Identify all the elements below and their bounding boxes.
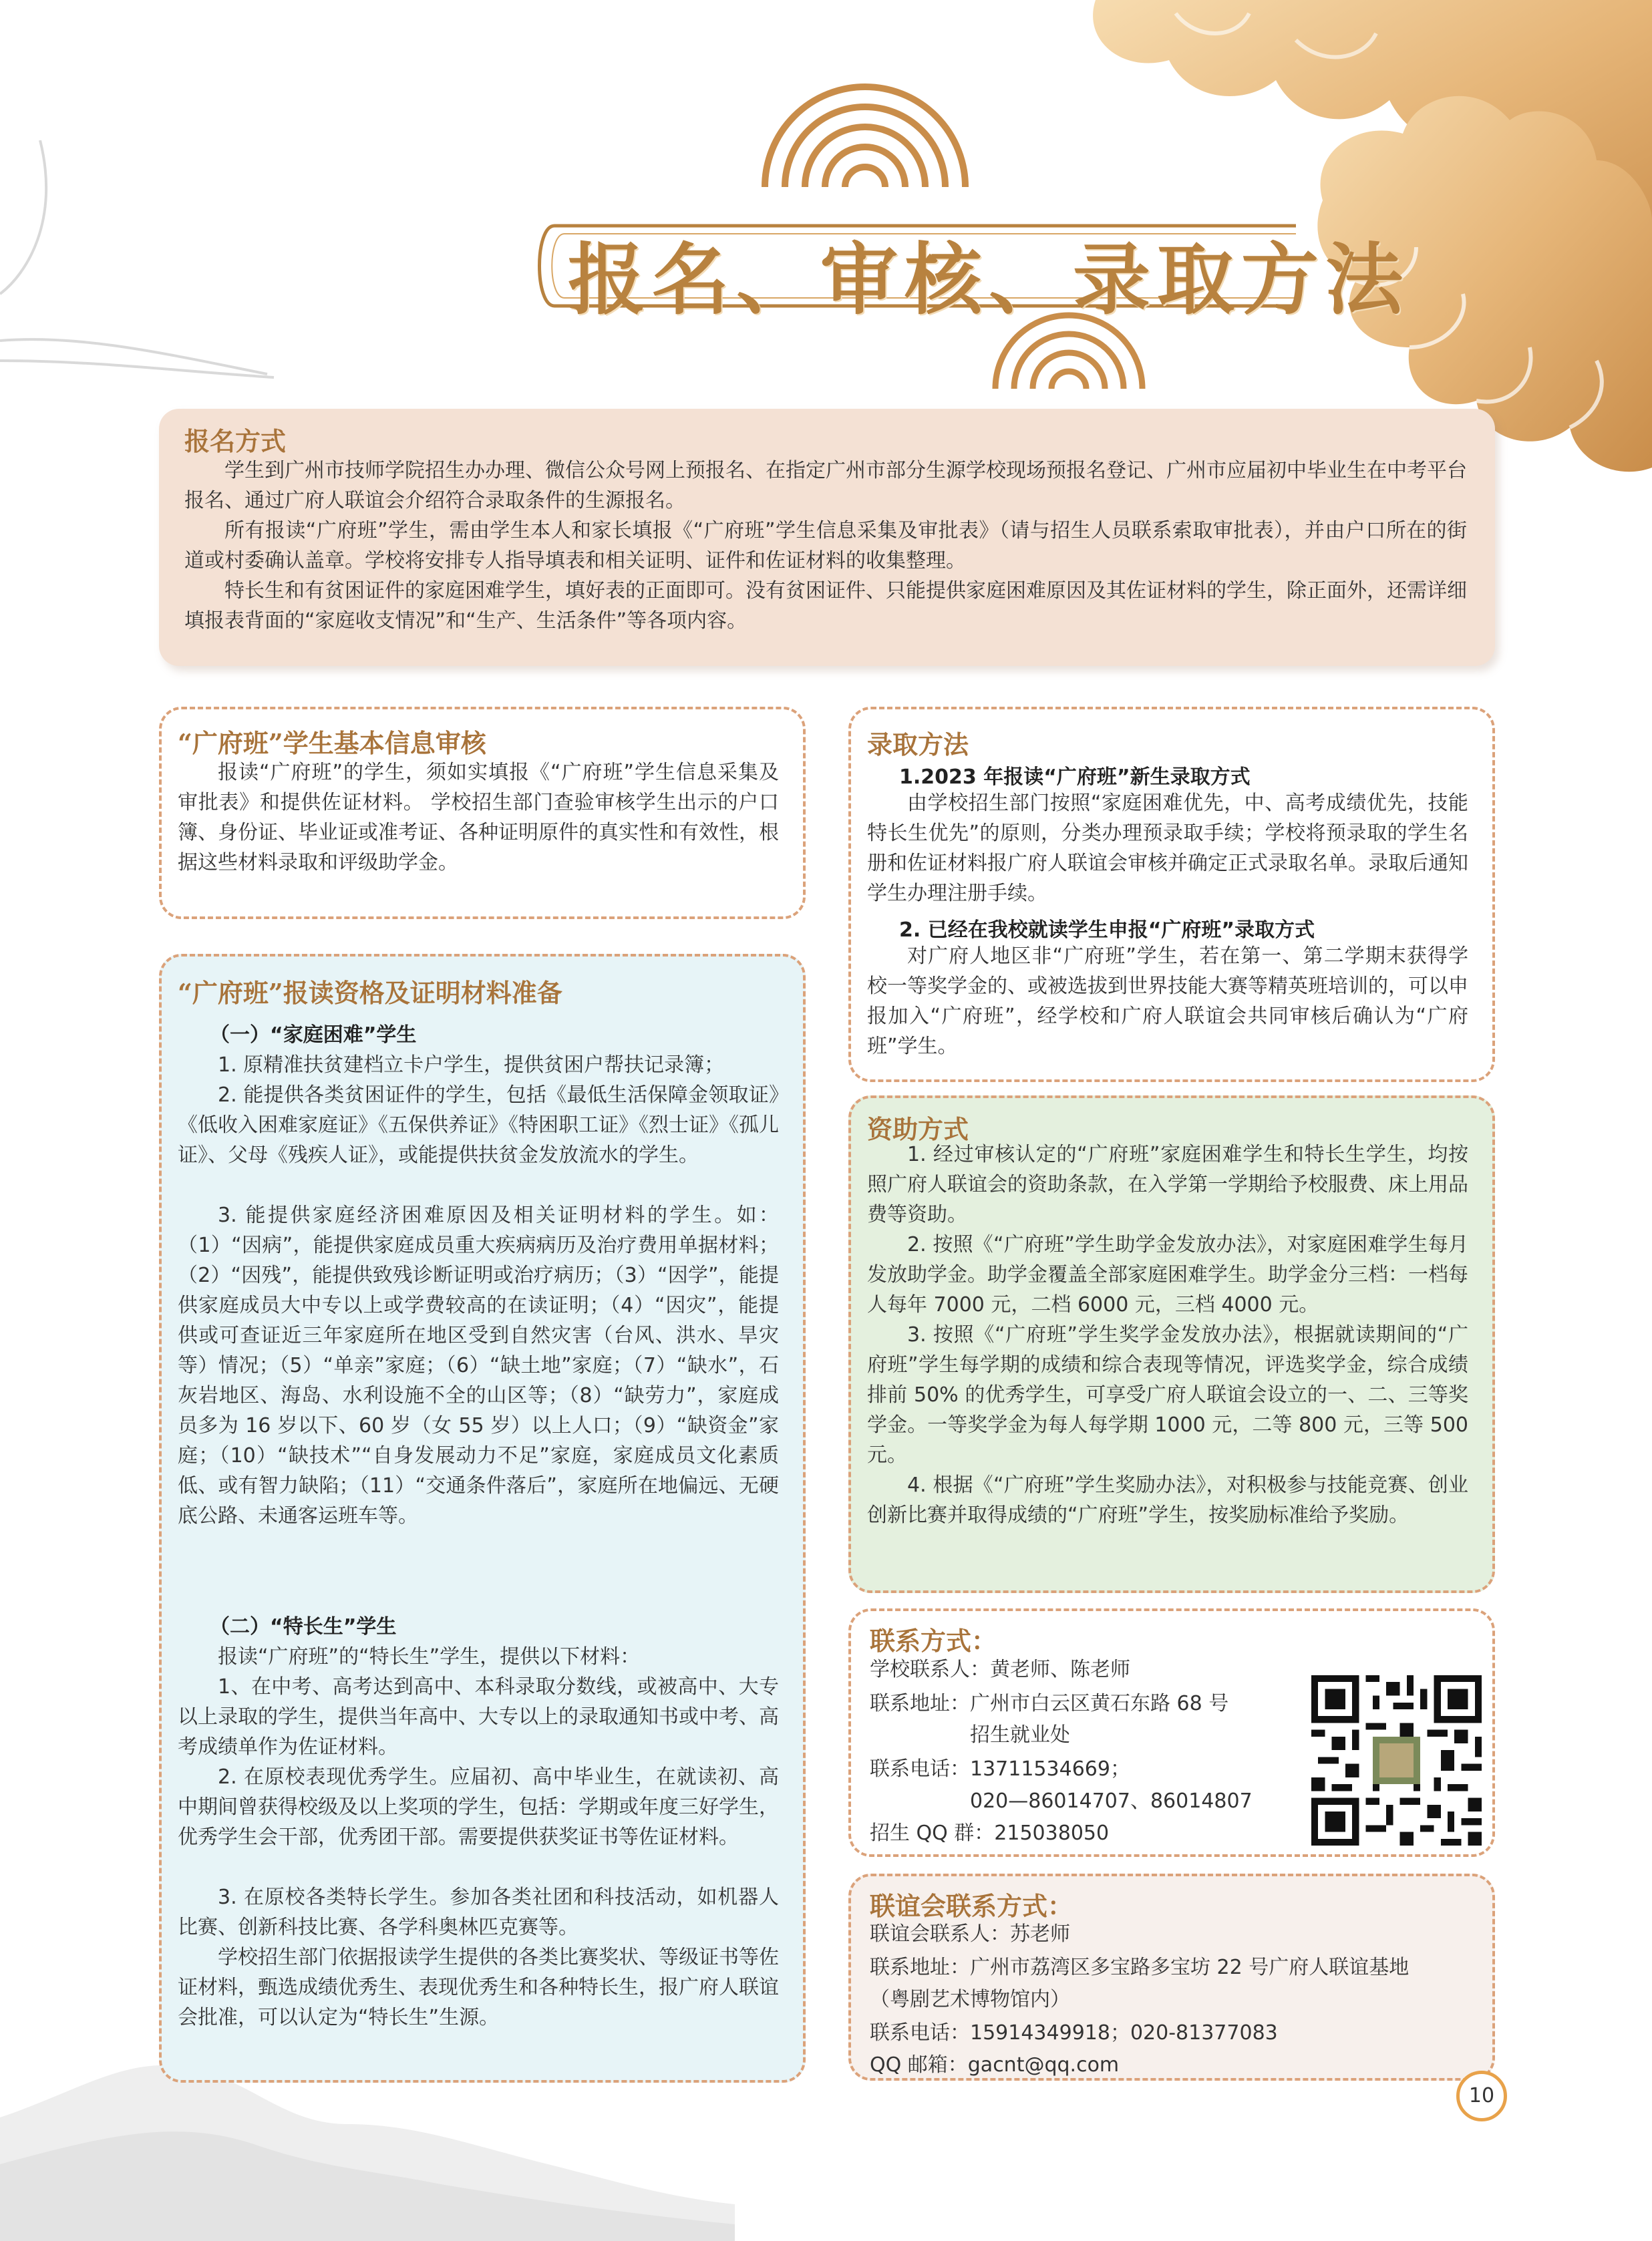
association-address-note: （粤剧艺术博物馆内） <box>870 1988 1070 2011</box>
contact-address-dept: 招生就业处 <box>970 1723 1070 1747</box>
contact-address: 联系地址：广州市白云区黄石东路 68 号 <box>870 1692 1229 1715</box>
association-email: QQ 邮箱：gacnt@qq.com <box>870 2053 1120 2077</box>
contact-heading: 联系方式： <box>870 1626 997 1656</box>
contact-phone: 联系电话：13711534669； <box>870 1757 1130 1781</box>
qualification-paragraph: 3. 能提供家庭经济困难原因及相关证明材料的学生。如：（1）“因病”，能提供家庭成员重大疾病病历及治疗费用单据材料；（2）“因残”，能提供致残诊断证明或治疗病历；（3）“因学”，能提供家庭成员大中专以上或学费较高的在读证明；（4）“因灾”，能提供或可查证近三年家庭所在地区受到自然灾害（台风、洪水、旱灾等）情况；（5）“单亲”家庭；（6）“缺土地”家庭；（7）“缺水”，石灰岩地区、海岛、水利设施不全的山区等；（8）“缺劳力”，家庭成员多为 16 岁以下、60 岁（女 55 岁）以上人口；（9）“缺资金”家庭；（10）“缺技术”“自身发展动力不足”家庭，家庭成员文化素质低、或有智力缺陷；（11）“交通条件落后”，家庭所在地偏远、无硬底公路、未通客运班车等。 <box>178 1204 779 1528</box>
registration-section <box>159 409 1495 666</box>
review-heading: “广府班”学生基本信息审核 <box>178 728 486 758</box>
page-title: 报名、审核、录取方法 <box>568 234 1410 325</box>
association-heading: 联谊会联系方式： <box>870 1891 1073 1921</box>
qualification-paragraph: 3. 在原校各类特长学生。参加各类社团和科技活动，如机器人比赛、创新科技比赛、各学科奥林匹克赛等。 <box>178 1886 779 1939</box>
aid-paragraph: 4. 根据《“广府班”学生奖励办法》，对积极参与技能竞赛、创业创新比赛并取得成绩的“广府班”学生，按奖励标准给予奖励。 <box>867 1474 1468 1527</box>
qualification-paragraph: 学校招生部门依据报读学生提供的各类比赛奖状、等级证书等佐证材料，甄选成绩优秀生、表现优秀生和各种特长生，报广府人联谊会批准，可以认定为“特长生”生源。 <box>178 1946 779 2029</box>
registration-paragraph: 学生到广州市技师学院招生办办理、微信公众号网上预报名、在指定广州市部分生源学校现场预报名登记、广州市应届初中毕业生在中考平台报名、通过广府人联谊会介绍符合录取条件的生源报名。 <box>184 459 1467 512</box>
association-address: 联系地址：广州市荔湾区多宝路多宝坊 22 号广府人联谊基地 <box>870 1956 1410 1979</box>
registration-paragraph: 特长生和有贫困证件的家庭困难学生，填好表的正面即可。没有贫困证件、只能提供家庭困难原因及其佐证材料的学生，除正面外，还需详细填报表背面的“家庭收支情况”和“生产、生活条件”等各项内容。 <box>184 579 1467 633</box>
aid-paragraph: 3. 按照《“广府班”学生奖学金发放办法》，根据就读期间的“广府班”学生每学期的成绩和综合表现等情况，评选奖学金，综合成绩排前 50% 的优秀学生，可享受广府人联谊会设立的一、二、三等奖学金。一等奖学金为每人每学期 1000 元，二等 800 元，三等 500 元。 <box>867 1323 1468 1467</box>
qualification-subheading: （一）“家庭困难”学生 <box>210 1023 417 1047</box>
contact-qq-group: 招生 QQ 群：215038050 <box>870 1822 1110 1845</box>
admission-subheading: 1.2023 年报读“广府班”新生录取方式 <box>899 765 1251 789</box>
qr-code-icon <box>1311 1675 1482 1846</box>
qualification-paragraph: 1. 原精准扶贫建档立卡户学生，提供贫困户帮扶记录簿； <box>218 1053 725 1077</box>
qualification-subheading: （二）“特长生”学生 <box>210 1615 397 1639</box>
aid-section <box>848 1095 1495 1593</box>
admission-heading: 录取方法 <box>867 729 969 759</box>
registration-paragraph: 所有报读“广府班”学生，需由学生本人和家长填报《“广府班”学生信息采集及审批表》（请与招生人员联系索取审批表），并由户口所在的街道或村委确认盖章。学校将安排专人指导填表和相关证明、证件和佐证材料的收集整理。 <box>184 519 1467 572</box>
admission-subheading: 2. 已经在我校就读学生申报“广府班”录取方式 <box>899 918 1315 942</box>
admission-section <box>848 707 1495 1082</box>
qualification-paragraph: 2. 在原校表现优秀学生。应届初、高中毕业生，在就读初、高中期间曾获得校级及以上奖项的学生，包括：学期或年度三好学生，优秀学生会干部，优秀团干部。需要提供获奖证书等佐证材料。 <box>178 1765 779 1849</box>
association-section <box>848 1874 1495 2081</box>
admission-paragraph: 由学校招生部门按照“家庭困难优先，中、高考成绩优先，技能特长生优先”的原则，分类办理预录取手续；学校将预录取的学生名册和佐证材料报广府人联谊会审核并确定正式录取名单。录取后通知学生办理注册手续。 <box>867 792 1468 905</box>
association-person: 联谊会联系人：苏老师 <box>870 1922 1070 1946</box>
review-section <box>159 707 806 919</box>
qualification-paragraph: 报读“广府班”的“特长生”学生，提供以下材料： <box>218 1645 641 1669</box>
page-number: 10 <box>1456 2071 1507 2121</box>
aid-heading: 资助方式 <box>867 1114 969 1144</box>
qualification-paragraph: 1、在中考、高考达到高中、本科录取分数线，或被高中、大专以上录取的学生，提供当年高中、大专以上的录取通知书或中考、高考成绩单作为佐证材料。 <box>178 1675 779 1759</box>
arc-decoration-top <box>755 73 975 190</box>
review-paragraph: 报读“广府班”的学生，须如实填报《“广府班”学生信息采集及审批表》和提供佐证材料。 学校招生部门查验审核学生出示的户口簿、身份证、毕业证或准考证、各种证明原件的真实性和有效性，根据这些材料录取和评级助学金。 <box>178 761 779 874</box>
aid-paragraph: 2. 按照《“广府班”学生助学金发放办法》，对家庭困难学生每月发放助学金。助学金覆盖全部家庭困难学生。助学金分三档：一档每人每年 7000 元，二档 6000 元，三档 4000 元。 <box>867 1233 1468 1317</box>
qualification-heading: “广府班”报读资格及证明材料准备 <box>178 978 562 1008</box>
contact-person: 学校联系人：黄老师、陈老师 <box>870 1658 1130 1681</box>
registration-heading: 报名方式 <box>184 426 287 456</box>
qualification-section <box>159 954 806 2083</box>
aid-paragraph: 1. 经过审核认定的“广府班”家庭困难学生和特长生学生，均按照广府人联谊会的资助条款，在入学第一学期给予校服费、床上用品费等资助。 <box>867 1143 1468 1226</box>
title-banner <box>528 212 1410 325</box>
association-phone: 联系电话：15914349918；020-81377083 <box>870 2021 1278 2045</box>
qualification-paragraph: 2. 能提供各类贫困证件的学生，包括《最低生活保障金领取证》《低收入困难家庭证》《五保供养证》《特困职工证》《烈士证》《孤儿证》、父母《残疾人证》，或能提供扶贫金发放流水的学生。 <box>178 1083 779 1167</box>
admission-paragraph: 对广府人地区非“广府班”学生，若在第一、第二学期末获得学校一等奖学金的、或被选拔到世界技能大赛等精英班培训的，可以申报加入“广府班”，经学校和广府人联谊会共同审核后确认为“广府班”学生。 <box>867 944 1468 1058</box>
contact-phone-landline: 020—86014707、86014807 <box>970 1789 1253 1813</box>
swirl-decoration <box>0 140 281 381</box>
